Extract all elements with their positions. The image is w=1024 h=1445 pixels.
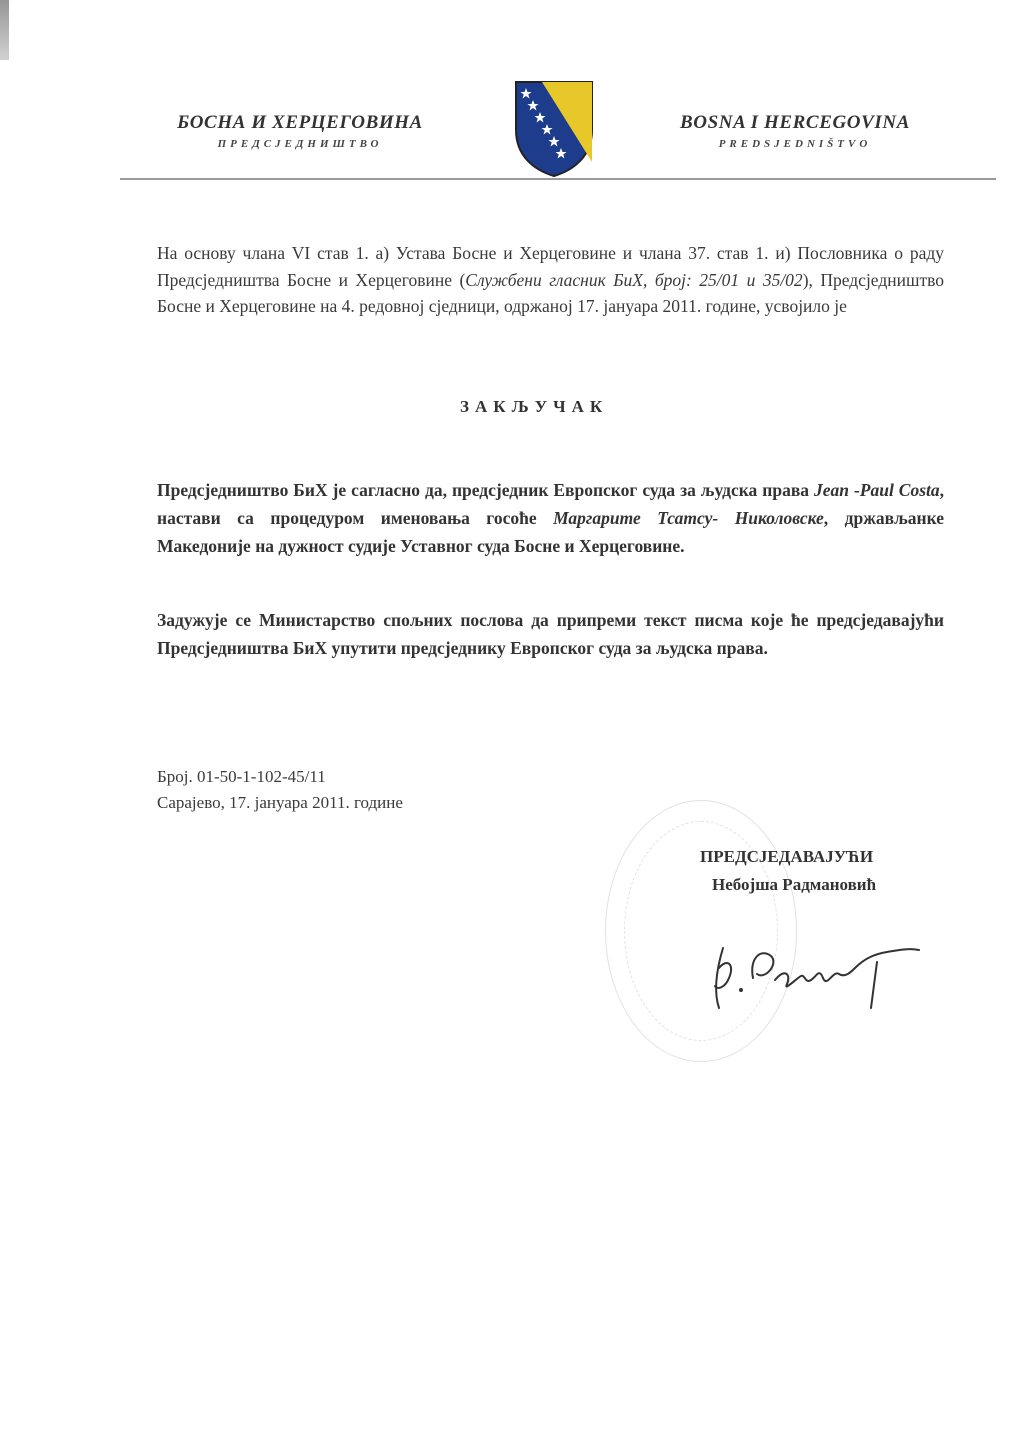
document-heading: ЗАКЉУЧАК xyxy=(460,397,609,416)
header-left-subtitle: ПРЕДСЈЕДНИШТВО xyxy=(217,138,383,150)
reference-number: Број. 01-50-1-102-45/11 xyxy=(157,767,326,786)
header-right-subtitle: PREDSJEDNIŠTVO xyxy=(718,138,872,150)
header-right-title: BOSNA I HERCEGOVINA xyxy=(680,112,910,133)
scan-edge xyxy=(0,0,9,60)
p1-text-a: Предсједништво БиХ је сагласно да, предсједник Европског суда за људска права xyxy=(157,480,814,500)
conclusion-paragraph-1 xyxy=(157,476,944,560)
p1-name-tsatsu: Маргарите Тсатсу- Николовске xyxy=(553,508,824,528)
p1-name-costa: Jean -Paul Costa xyxy=(813,480,940,500)
header-right xyxy=(650,112,940,150)
reference-place-date: Сарајево, 17. јануара 2011. године xyxy=(157,793,403,812)
signatory-block xyxy=(700,843,960,899)
document-reference xyxy=(157,764,403,816)
signatory-title: ПРЕДСЈЕДАВАЈУЋИ xyxy=(700,847,874,866)
bih-coat-of-arms-icon xyxy=(512,78,596,178)
intro-text-1: На основу члана VI став 1. а) Устава Босне и Херцеговине и члана 37. став 1. и) Пословника о раду Предсједништва Босне и Херцеговине ( xyxy=(157,243,944,290)
handwritten-signature xyxy=(705,928,925,1018)
header-divider xyxy=(120,178,996,180)
p1-text-b: , настави са процедуром именовања госоће xyxy=(157,480,944,528)
p1-text-c: , држављанке Македоније на дужност судије Уставног суда Босне и Херцеговине. xyxy=(157,508,944,556)
header-left-title: БОСНА И ХЕРЦЕГОВИНА xyxy=(177,112,423,133)
intro-text-2: ), Предсједништво Босне и Херцеговине на 4. редовној сједници, одржаној 17. јануара 2011. године, усвојило је xyxy=(157,269,944,316)
gazette-reference: Службени гласник БиХ, број: 25/01 и 35/02 xyxy=(465,269,803,290)
conclusion-paragraph-2: Задужује се Министарство спољних послова да припреми текст писма које ће предсједавајући Предсједништва БиХ упутити предсједнику Европског суда за људска права. xyxy=(157,610,944,658)
signatory-name: Небојша Радмановић xyxy=(712,875,877,894)
header-left xyxy=(150,112,450,150)
intro-paragraph xyxy=(157,240,944,320)
